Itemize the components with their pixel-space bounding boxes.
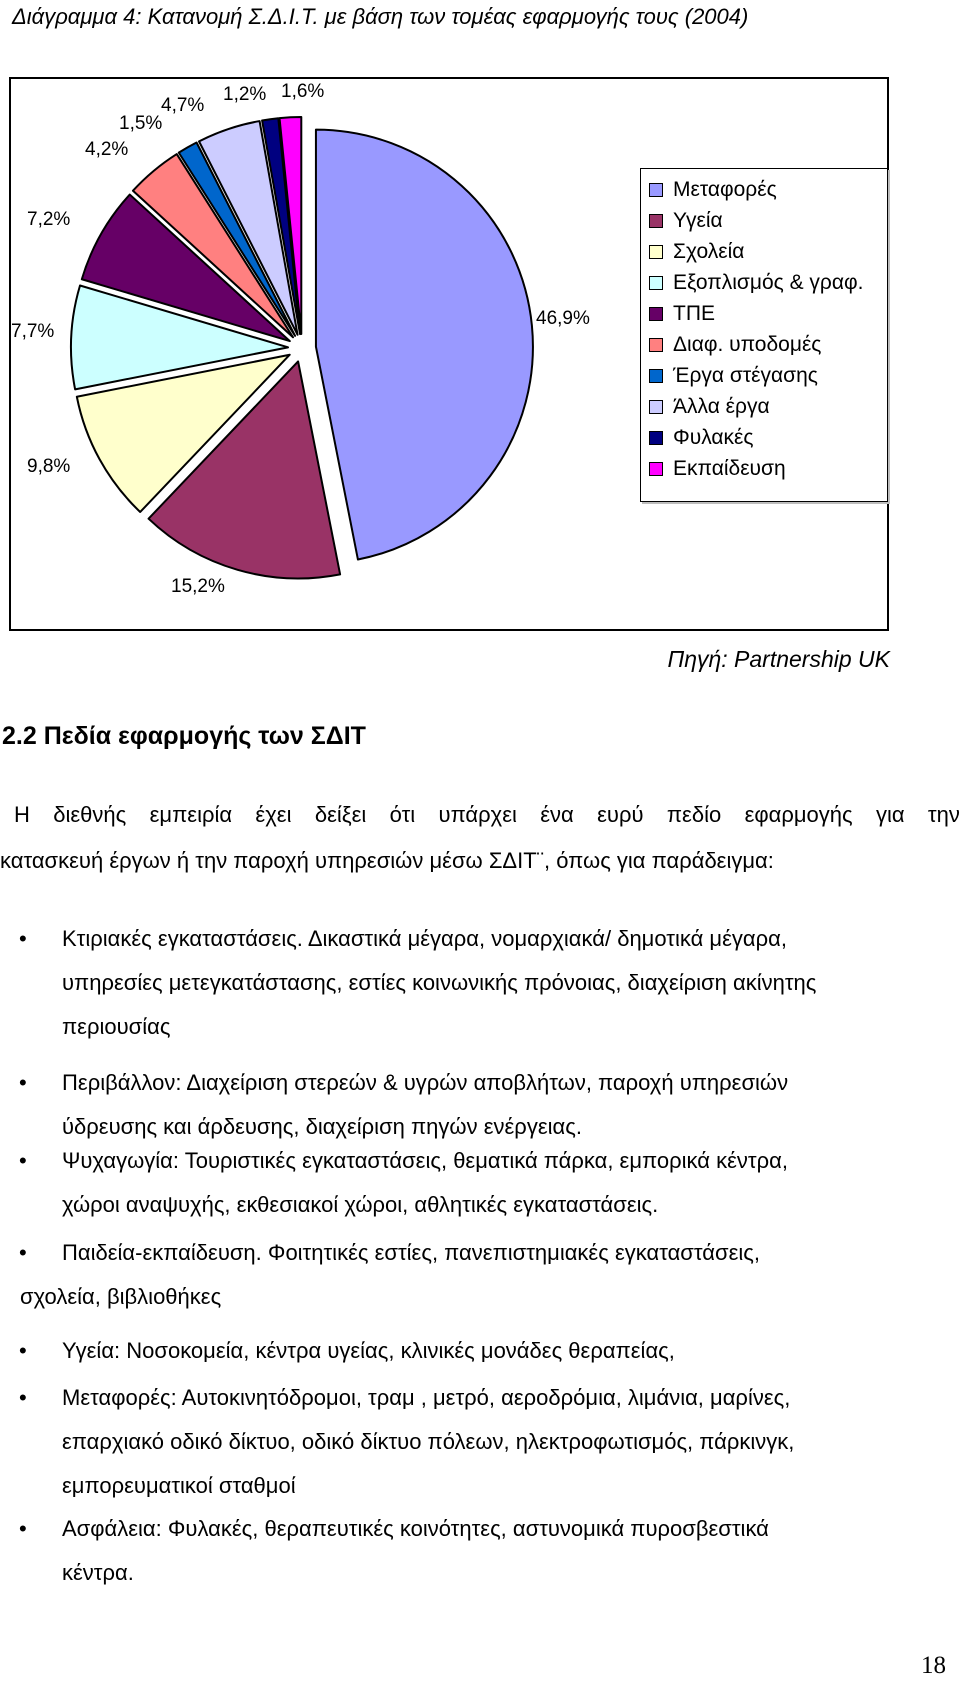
legend-swatch bbox=[649, 214, 663, 228]
list-item-line: Περιβάλλον: Διαχείριση στερεών & υγρών αποβλήτων, παροχή υπηρεσιών bbox=[62, 1070, 789, 1095]
intro-word: έχει bbox=[255, 802, 292, 827]
list-item-line: υπηρεσίες μετεγκατάστασης, εστίες κοινωνικής πρόνοιας, διαχείριση ακίνητης bbox=[62, 970, 817, 995]
pie-label-υγεια: 15,2% bbox=[171, 576, 225, 597]
legend-label: Εκπαίδευση bbox=[673, 457, 786, 480]
pie-slice-μεταφορες bbox=[316, 130, 533, 560]
list-item-line: σχολεία, βιβλιοθήκες bbox=[20, 1284, 222, 1309]
bullet-icon: • bbox=[19, 1240, 27, 1265]
legend-swatch bbox=[649, 369, 663, 383]
bullet-icon: • bbox=[19, 1338, 27, 1363]
list-item-line: Ψυχαγωγία: Τουριστικές εγκαταστάσεις, θεματικά πάρκα, εμπορικά κέντρα, bbox=[62, 1148, 788, 1173]
intro-paragraph-line-2: κατασκευή έργων ή την παροχή υπηρεσιών μέσω ΣΔΙΤ¨, όπως για παράδειγμα: bbox=[0, 848, 774, 873]
legend-item-υγεια bbox=[649, 206, 723, 236]
legend-item-εξοπλισμος-γραφ bbox=[649, 268, 863, 298]
legend-swatch bbox=[649, 338, 663, 352]
pie-label-τπε: 7,2% bbox=[27, 209, 71, 230]
bullet-icon: • bbox=[19, 1385, 27, 1410]
intro-word: υπάρχει bbox=[438, 802, 517, 827]
legend-swatch bbox=[649, 431, 663, 445]
intro-word: Η bbox=[14, 802, 30, 827]
legend-item-τπε bbox=[649, 299, 715, 329]
pie-label-φυλακες: 1,2% bbox=[223, 84, 267, 105]
pie-label-εκπαιδευση: 1,6% bbox=[281, 81, 325, 102]
intro-word: ευρύ bbox=[597, 802, 644, 827]
figure-caption: Διάγραμμα 4: Κατανομή Σ.Δ.Ι.Τ. με βάση των τομέας εφαρμογής τους (2004) bbox=[12, 4, 749, 29]
section-heading: 2.2 Πεδία εφαρμογής των ΣΔΙΤ bbox=[2, 722, 366, 750]
bullet-icon: • bbox=[19, 1148, 27, 1173]
legend-item-σχολεια bbox=[649, 237, 744, 267]
chart-source: Πηγή: Partnership UK bbox=[667, 646, 890, 672]
list-item-line: Μεταφορές: Αυτοκινητόδρομοι, τραμ , μετρό, αεροδρόμια, λιμάνια, μαρίνες, bbox=[62, 1385, 791, 1410]
intro-word: εμπειρία bbox=[149, 802, 233, 827]
intro-word: εφαρμογής bbox=[744, 802, 853, 827]
legend-item-μεταφορες bbox=[649, 175, 777, 205]
legend-item-διαφ-υποδομες bbox=[649, 330, 821, 360]
pie-label-σχολεια: 9,8% bbox=[27, 456, 71, 477]
legend-swatch bbox=[649, 462, 663, 476]
intro-word: ότι bbox=[389, 802, 416, 827]
legend-swatch bbox=[649, 276, 663, 290]
bullet-icon: • bbox=[19, 1070, 27, 1095]
page-number: 18 bbox=[921, 1652, 946, 1679]
legend-swatch bbox=[649, 245, 663, 259]
legend-label: Σχολεία bbox=[673, 240, 745, 263]
legend-item-εκπαιδευση bbox=[649, 454, 786, 484]
chart-legend bbox=[640, 168, 888, 502]
legend-item-αλλα-εργα bbox=[649, 392, 770, 422]
legend-label: Φυλακές bbox=[673, 426, 754, 449]
list-item-line: κέντρα. bbox=[62, 1560, 134, 1585]
list-item-line: εμπορευματικοί σταθμοί bbox=[62, 1473, 296, 1498]
legend-label: ΤΠΕ bbox=[673, 302, 715, 325]
list-item-line: περιουσίας bbox=[62, 1014, 171, 1039]
pie-label-εξοπλισμος-γραφ: 7,7% bbox=[11, 321, 55, 342]
list-item-line: Παιδεία-εκπαίδευση. Φοιτητικές εστίες, πανεπιστημιακές εγκαταστάσεις, bbox=[62, 1240, 760, 1265]
pie-label-αλλα-εργα: 4,7% bbox=[161, 95, 205, 116]
legend-item-εργα-στεγασης bbox=[649, 361, 818, 391]
bullet-icon: • bbox=[19, 1516, 27, 1541]
intro-word: δείξει bbox=[314, 802, 367, 827]
legend-label: Άλλα έργα bbox=[673, 395, 770, 418]
intro-word: την bbox=[927, 802, 960, 827]
legend-label: Έργα στέγασης bbox=[673, 364, 818, 387]
legend-label: Υγεία bbox=[673, 209, 723, 232]
legend-label: Μεταφορές bbox=[673, 178, 777, 201]
legend-label: Εξοπλισμός & γραφ. bbox=[673, 271, 864, 294]
pie-label-διαφ-υποδομες: 4,2% bbox=[85, 139, 129, 160]
pie-label-μεταφορες: 46,9% bbox=[536, 308, 590, 329]
bullet-icon: • bbox=[19, 926, 27, 951]
legend-swatch bbox=[649, 183, 663, 197]
intro-word: ένα bbox=[540, 802, 574, 827]
legend-swatch bbox=[649, 400, 663, 414]
pie-label-εργα-στεγασης: 1,5% bbox=[119, 113, 163, 134]
intro-word: διεθνής bbox=[53, 802, 127, 827]
list-item-line: Ασφάλεια: Φυλακές, θεραπευτικές κοινότητες, αστυνομικά πυροσβεστικά bbox=[62, 1516, 769, 1541]
list-item-line: Υγεία: Νοσοκομεία, κέντρα υγείας, κλινικές μονάδες θεραπείας, bbox=[62, 1338, 675, 1363]
list-item-line: ύδρευσης και άρδευσης, διαχείριση πηγών ενέργειας. bbox=[62, 1114, 582, 1139]
legend-label: Διαφ. υποδομές bbox=[673, 333, 822, 356]
list-item-line: επαρχιακό οδικό δίκτυο, οδικό δίκτυο πόλεων, ηλεκτροφωτισμός, πάρκινγκ, bbox=[62, 1429, 795, 1454]
intro-paragraph-line-1 bbox=[14, 802, 960, 828]
intro-word: για bbox=[875, 802, 905, 827]
intro-word: πεδίο bbox=[666, 802, 722, 827]
legend-swatch bbox=[649, 307, 663, 321]
legend-item-φυλακες bbox=[649, 423, 754, 453]
list-item-line: Κτιριακές εγκαταστάσεις. Δικαστικά μέγαρα, νομαρχιακά/ δημοτικά μέγαρα, bbox=[62, 926, 787, 951]
list-item-line: χώροι αναψυχής, εκθεσιακοί χώροι, αθλητικές εγκαταστάσεις. bbox=[62, 1192, 659, 1217]
